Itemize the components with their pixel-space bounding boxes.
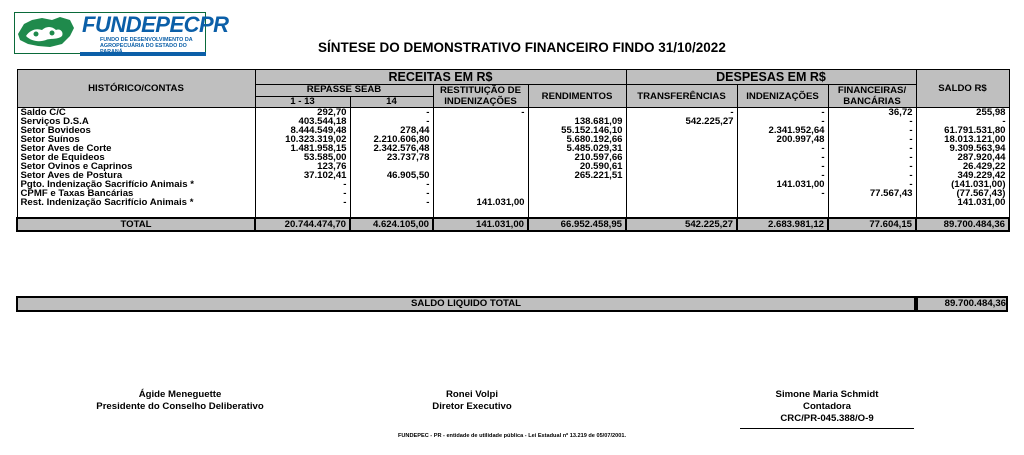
signature-name: Ronei Volpi [445,389,499,400]
parana-map-icon [16,14,76,50]
row-value: 200.997,48 [737,135,828,144]
row-value: 9.309.563,94 [916,144,1009,153]
blank-row [17,207,1009,218]
row-value: 210.597,66 [528,153,626,162]
row-value: 292,70 [255,108,350,118]
row-value: (141.031,00) [916,180,1009,189]
row-value: - [828,162,916,171]
row-value: - [828,135,916,144]
total-cell: 141.031,00 [433,218,528,231]
row-value: - [828,126,916,135]
row-value: - [737,108,828,118]
row-value [433,135,528,144]
indenizacoes-header: INDENIZAÇÕES [737,85,828,108]
row-value: 5.485.029,31 [528,144,626,153]
logo-underline [80,52,206,56]
signature-name: Ágide Meneguette [138,389,222,400]
signature-line [740,428,914,429]
logo-subtitle: FUNDO DE DESENVOLVIMENTO DA AGROPECUÁRIA DO ESTADO DO [100,37,193,49]
row-label: Setor Suínos [17,135,255,144]
row-label: Saldo C/C [17,108,255,118]
row-label: Setor Aves de Corte [17,144,255,153]
signature-role: Diretor Executivo [432,401,512,412]
saldo-liquido-label: SALDO LIQUIDO TOTAL [16,296,916,312]
table-row [17,135,1009,144]
row-value: 46.905,50 [350,171,433,180]
row-value: - [255,180,350,189]
row-label: Setor de Equideos [17,153,255,162]
signature-crc: CRC/PR-045.388/O-9 [780,413,874,424]
table-row [17,162,1009,171]
col-historico-header: HISTÓRICO/CONTAS [17,70,255,108]
signature-director [412,389,532,413]
row-value: 8.444.549,48 [255,126,350,135]
row-value: 10.323.319,02 [255,135,350,144]
row-value [433,180,528,189]
row-value: - [350,189,433,198]
repasse-14-header: 14 [350,96,433,108]
repasse-header: REPASSE SEAB [255,85,433,97]
row-value: 138.681,09 [528,117,626,126]
row-value: 55.152.146,10 [528,126,626,135]
table-row [17,153,1009,162]
row-value: - [737,171,828,180]
row-value: 265.221,51 [528,171,626,180]
restituicao-header: RESTITUIÇÃO DE INDENIZAÇÕES [433,85,528,108]
row-value: - [737,153,828,162]
fundepec-logo [14,12,229,56]
row-value [433,153,528,162]
row-label: Pgto. Indenização Sacrifício Animais * [17,180,255,189]
row-value: 287.920,44 [916,153,1009,162]
row-label: CPMF e Taxas Bancárias [17,189,255,198]
total-cell: 2.683.981,12 [737,218,828,231]
header-row-1 [17,70,1009,85]
table-row [17,171,1009,180]
row-value [433,189,528,198]
table-row [17,117,1009,126]
row-value: 123,76 [255,162,350,171]
row-value [626,126,737,135]
row-value: 53.585,00 [255,153,350,162]
receitas-header: RECEITAS EM R$ [255,70,626,85]
row-value: 349.229,42 [916,171,1009,180]
row-value [828,198,916,207]
signature-name: Simone Maria Schmidt [775,389,879,400]
row-value [737,198,828,207]
row-value: - [828,153,916,162]
row-value [433,144,528,153]
saldo-liquido-row [16,296,1008,310]
row-value: - [828,180,916,189]
table-row [17,126,1009,135]
row-value: 278,44 [350,126,433,135]
total-cell: 542.225,27 [626,218,737,231]
row-value: - [350,108,433,118]
row-value: - [828,171,916,180]
row-value: - [350,180,433,189]
row-value [626,180,737,189]
row-value: - [350,117,433,126]
row-value [626,135,737,144]
table-row [17,198,1009,207]
row-label: Serviços D.S.A [17,117,255,126]
table-row [17,180,1009,189]
row-value: - [828,144,916,153]
despesas-header: DESPESAS EM R$ [626,70,916,85]
row-value: - [350,198,433,207]
row-value: 36,72 [828,108,916,118]
row-value: (77.567,43) [916,189,1009,198]
row-value: - [828,117,916,126]
row-value: 2.342.576,48 [350,144,433,153]
total-cell: 77.604,15 [828,218,916,231]
row-value: - [255,198,350,207]
footer-note: FUNDEPEC - PR - entidade de utilidade pública - Lei Estadual nº 13.219 de 05/07/2001. [397,433,627,439]
table-row [17,189,1009,198]
row-value: - [626,108,737,118]
row-value [626,153,737,162]
total-cell: 4.624.105,00 [350,218,433,231]
total-cell: 20.744.474,70 [255,218,350,231]
row-label: Rest. Indenização Sacrifício Animais * [17,198,255,207]
table-body [17,108,1009,208]
row-value [626,189,737,198]
financeiras-header: FINANCEIRAS/ BANCÁRIAS [828,85,916,108]
signature-role: Contadora [803,401,851,412]
row-value: - [737,162,828,171]
col-saldo-header: SALDO R$ [916,70,1009,108]
row-value: 23.737,78 [350,153,433,162]
row-value [528,189,626,198]
row-value [626,162,737,171]
table-row [17,108,1009,118]
financial-table [16,69,1010,232]
row-value: 255,98 [916,108,1009,118]
saldo-liquido-value: 89.700.484,36 [916,296,1008,312]
row-label: Setor Ovinos e Caprinos [17,162,255,171]
row-value: - [916,117,1009,126]
table-row [17,144,1009,153]
row-value [528,108,626,118]
row-value: 18.013.121,00 [916,135,1009,144]
row-value: 26.429,22 [916,162,1009,171]
row-value: - [737,189,828,198]
row-value: 141.031,00 [433,198,528,207]
row-value: - [737,144,828,153]
row-value: - [255,189,350,198]
row-value: 77.567,43 [828,189,916,198]
row-value: 403.544,18 [255,117,350,126]
row-value: 5.680.192,66 [528,135,626,144]
document-title: SÍNTESE DO DEMONSTRATIVO FINANCEIRO FINDO 31/10/2022 [318,40,726,55]
row-value [350,162,433,171]
row-value [433,126,528,135]
total-label: TOTAL [17,218,255,231]
signature-role: Presidente do Conselho Deliberativo [96,401,264,412]
row-value: 1.481.958,15 [255,144,350,153]
row-value: 20.590,61 [528,162,626,171]
logo-name: FUNDEPECPR [82,12,229,37]
total-cell: 89.700.484,36 [916,218,1009,231]
rendimentos-header: RENDIMENTOS [528,85,626,108]
row-value: 141.031,00 [737,180,828,189]
signature-accountant [740,389,914,425]
row-value [433,117,528,126]
total-row [17,218,1009,231]
row-label: Setor Bovideos [17,126,255,135]
row-value: - [433,108,528,118]
row-value [433,162,528,171]
row-value: 542.225,27 [626,117,737,126]
row-value: 37.102,41 [255,171,350,180]
transferencias-header: TRANSFERÊNCIAS [626,85,737,108]
row-value: 141.031,00 [916,198,1009,207]
row-value: 2.341.952,64 [737,126,828,135]
row-value: 61.791.531,80 [916,126,1009,135]
repasse-1-13-header: 1 - 13 [255,96,350,108]
row-value [626,171,737,180]
row-label: Setor Aves de Postura [17,171,255,180]
row-value [433,171,528,180]
row-value [626,144,737,153]
signature-president [80,389,280,413]
row-value: 2.210.606,80 [350,135,433,144]
row-value: - [737,117,828,126]
row-value [528,180,626,189]
row-value [626,198,737,207]
row-value [528,198,626,207]
total-cell: 66.952.458,95 [528,218,626,231]
